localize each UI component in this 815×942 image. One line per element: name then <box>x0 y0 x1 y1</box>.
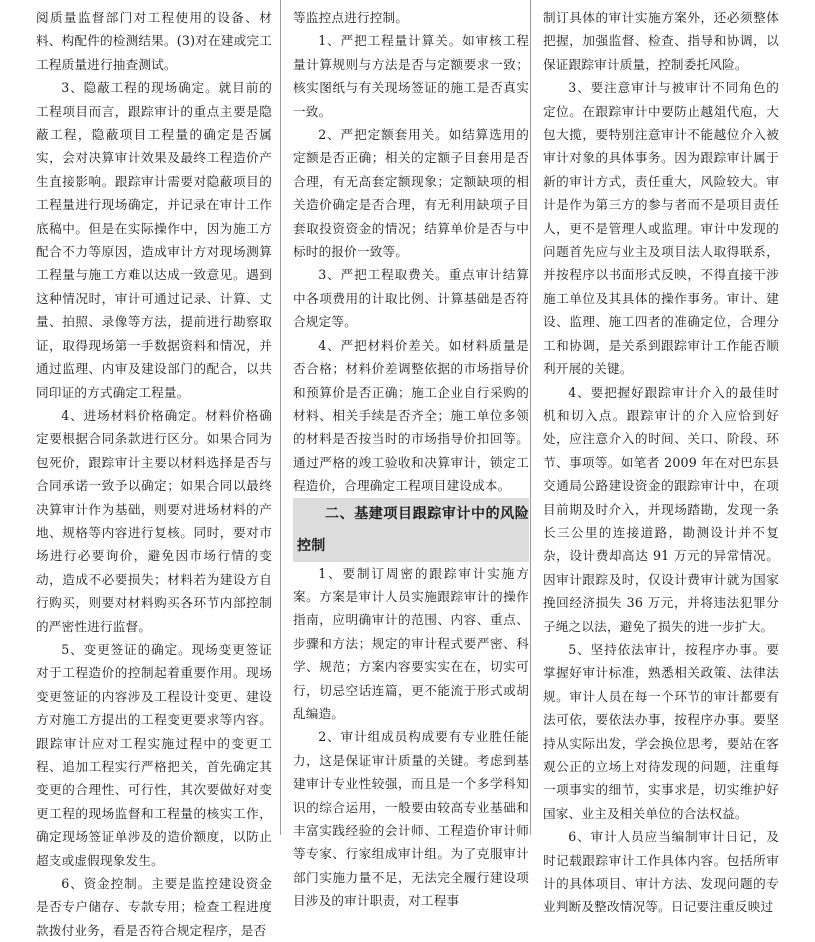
paragraph: 3、严把工程取费关。重点审计结算中各项费用的计取比例、计算基础是否符合规定等。 <box>293 267 529 330</box>
paragraph: 4、进场材料价格确定。材料价格确定要根据合同条款进行区分。如果合同为包死价，跟踪审计主要以材料选择是否与合同承诺一致予以确定；如果合同以最终决算审计作为基础，则要对进场材料的产地、规格等内容进行复核。同时，要对市场进行必要询价，避免因市场行情的变动，造成不必要损失；材料若为建设方自行购买，则要对材料购买各环节内部控制的严密性进行监督。 <box>36 407 272 634</box>
paragraph: 1、严把工程量计算关。如审核工程量计算规则与方法是否与定额要求一致；核实图纸与有关现场签证的施工是否真实一致。 <box>293 33 529 119</box>
column-divider <box>530 0 531 835</box>
paragraph: 制订具体的审计实施方案外，还必须整体把握，加强监督、检查、指导和协调，以保证跟踪审计质量，控制委托风险。 <box>543 10 779 72</box>
paragraph: 1、要制订周密的跟踪审计实施方案。方案是审计人员实施跟踪审计的操作指南，应明确审计的范围、内容、重点、步骤和方法；规定的审计程式要严密、科学、规范；方案内容要实实在在，切实可行，切忌空话连篇，更不能流于形式或胡乱编造。 <box>293 565 529 721</box>
paragraph: 3、要注意审计与被审计不同角色的定位。在跟踪审计中要防止越俎代庖，大包大揽，要特别注意审计不能越位介入被审计对象的具体事务。因为跟踪审计属于新的审计方式，责任重大，风险较大。审计是作为第三方的参与者而不是项目责任人，更不是管理人或监理。审计中发现的问题首先应与业主及项目法人取得联系，并按程序以书面形式反映，不得直接干涉施工单位及其具体的操作事务。审计、建设、监理、施工四者的准确定位，合理分工和协调，是关系到跟踪审计工作能否顺利开展的关键。 <box>543 80 779 377</box>
section-heading: 二、基建项目跟踪审计中的风险控制 <box>293 498 529 562</box>
text-column-2 <box>293 6 529 913</box>
paragraph: 6、资金控制。主要是监控建设资金是否专户储存、专款专用；检查工程进度款拨付业务，看是否符合规定程序，是否 <box>36 876 272 938</box>
paragraph: 2、审计组成员构成要有专业胜任能力，这是保证审计质量的关键。考虑到基建审计专业性较强，而且是一个多学科知识的综合运用，一般要由较高专业基础和丰富实践经验的会计师、工程造价审计师等专家、行家组成审计组。为了克服审计部门实施力量不足，无法完全履行建设项目涉及的审计职责，对工程事 <box>293 729 529 909</box>
paragraph: 阅质量监督部门对工程使用的设备、材料、构配件的检测结果。(3)对在建或完工工程质量进行抽查测试。 <box>36 10 272 72</box>
paragraph: 6、审计人员应当编制审计日记，及时记载跟踪审计工作具体内容。包括所审计的具体项目、审计方法、发现问题的专业判断及整改情况等。日记要注重反映过 <box>543 829 779 915</box>
paragraph: 2、严把定额套用关。如结算选用的定额是否正确；相关的定额子目套用是否合理，有无高套定额现象；定额缺项的相关造价确定是否合理，有无利用缺项子目套取投资资金的情况；结算单价是否与中标时的报价一致等。 <box>293 127 529 260</box>
paragraph: 5、变更签证的确定。现场变更签证对于工程造价的控制起着重要作用。现场变更签证的内容涉及工程设计变更、建设方对施工方提出的工程变更要求等内容。跟踪审计应对工程实施过程中的变更工程、追加工程实行严格把关，首先确定其变更的合理性、可行性，其次要做好对变更工程的现场监督和工程量的核实工作，确定现场签证单涉及的造价额度，以防止超支或虚假现象发生。 <box>36 641 272 868</box>
column-divider <box>280 0 281 835</box>
paragraph: 等监控点进行控制。 <box>293 10 409 25</box>
paragraph: 3、隐蔽工程的现场确定。就目前的工程项目而言，跟踪审计的重点主要是隐蔽工程，隐蔽项目工程量的确定是否属实，会对决算审计效果及最终工程造价产生直接影响。跟踪审计需要对隐蔽项目的工程量进行现场确定，并记录在审计工作底稿中。但是在实际操作中，因为施工方配合不力等原因，造成审计方对现场测算工程量与施工方难以达成一致意见。遇到这种情况时，审计可通过记录、计算、丈量、拍照、录像等方法，提前进行勘察取证，取得现场第一手数据资料和情况，并通过监理、内审及建设部门的配合，以共同印证的方式确定工程量。 <box>36 80 272 400</box>
paragraph: 4、严把材料价差关。如材料质量是否合格；材料价差调整依据的市场指导价和预算价是否正确；施工企业自行采购的材料、相关手续是否齐全；施工单位多领的材料是否按当时的市场指导价扣回等。通过严格的竣工验收和决算审计，锁定工程造价，合理确定工程项目建设成本。 <box>293 337 529 494</box>
paragraph: 5、坚持依法审计，按程序办事。要掌握好审计标准，熟悉相关政策、法律法规。审计人员在每一个环节的审计都要有法可依，要依法办事，按程序办事。要坚持从实际出发，学会换位思考，要站在客观公正的立场上对待发现的问题，注重每一项事实的细节，实事求是，切实维护好国家、业主及相关单位的合法权益。 <box>543 641 779 821</box>
text-column-3 <box>543 6 779 919</box>
paragraph: 4、要把握好跟踪审计介入的最佳时机和切入点。跟踪审计的介入应恰到好处，应注意介入的时间、关口、阶段、环节、事项等。如笔者 2009 年在对巴东县交通局公路建设资金的跟踪审计中，在项目前期及时介入，并现场踏勘，发现一条长三公里的连接道路，勘测设计并不复杂，设计费却高达 91 万元的异常情况。因审计跟踪及时，仅设计费审计就为国家挽回经济损失 36 万元，并将违法犯罪分子绳之以法，避免了损失的进一步扩大。 <box>543 384 779 634</box>
text-column-1 <box>36 6 272 942</box>
